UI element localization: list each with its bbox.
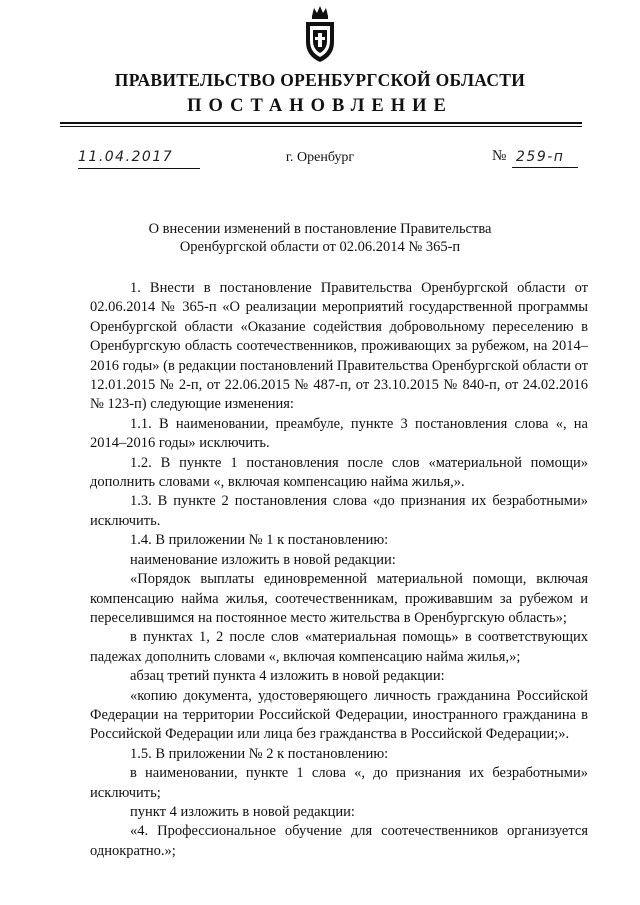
paragraph-1-4-c: в пунктах 1, 2 после слов «материальная помощь» в соответствующих падежах дополнить словами «, включая компенсацию найма жилья,»; <box>90 629 588 665</box>
paragraph-1-4-a: наименование изложить в новой редакции: <box>130 551 396 568</box>
paragraph-1-5-c: «4. Профессиональное обучение для соотечественников организуется однократно.»; <box>90 823 588 859</box>
document-number-value: 259-п <box>516 149 565 165</box>
city-name: г. Оренбург <box>285 150 355 165</box>
subject-line-2: Оренбургской области от 02.06.2014 № 365-п <box>179 239 461 255</box>
document-date-value: 11.04.2017 <box>78 149 174 165</box>
document-subject <box>80 220 560 256</box>
subject-line-1: О внесении изменений в постановление Правительства <box>148 221 492 237</box>
number-label: № <box>492 148 507 164</box>
paragraph-1-1: 1.1. В наименовании, преамбуле, пункте 3 постановления слова «, на 2014–2016 годы» исключить. <box>90 415 588 452</box>
paragraph-1-3: 1.3. В пункте 2 постановления слова «до признания их безработными» исключить. <box>90 493 588 529</box>
header-rule-thick <box>60 122 582 124</box>
paragraph-1-5-a: в наименовании, пункте 1 слова «, до признания их безработными» исключить; <box>90 765 588 801</box>
paragraph-1-4: 1.4. В приложении № 1 к постановлению: <box>130 532 389 549</box>
paragraph-1-2: 1.2. В пункте 1 постановления после слов «материальной помощи» дополнить словами «, включая компенсацию найма жилья,». <box>90 454 588 491</box>
paragraph-1-4-d: абзац третий пункта 4 изложить в новой редакции: <box>130 668 445 685</box>
paragraph-1-4-e: «копию документа, удостоверяющего личность гражданина Российской Федерации на территории Российской Федерации, иностранного гражданина в Российской Федерации или лица без гражданства в Российской Федерации;». <box>90 687 588 743</box>
document-body <box>90 279 588 861</box>
header-rule-thin <box>60 126 582 127</box>
government-title: ПРАВИТЕЛЬСТВО ОРЕНБУРГСКОЙ ОБЛАСТИ <box>114 70 526 90</box>
paragraph-1: 1. Внести в постановление Правительства Оренбургской области от 02.06.2014 № 365-п «О реализации мероприятий государственной программы Оренбургской области «Оказание содействия добровольному переселению в Оренбургскую область соотечественников, проживающих за рубежом, на 2014–2016 годы» (в редакции постановлений Правительства Оренбургской области от 12.01.2015 № 2-п, от 22.06.2015 № 487-п, от 23.10.2015 № 840-п, от 24.02.2016 № 123-п) следующие изменения: <box>90 280 588 413</box>
document-number <box>512 148 578 168</box>
paragraph-1-4-b: «Порядок выплаты единовременной материальной помощи, включая компенсацию найма жилья, соотечественникам, проживавшим за рубежом и переселившимся на постоянное место жительства в Оренбургскую область»; <box>90 571 588 626</box>
paragraph-1-5: 1.5. В приложении № 2 к постановлению: <box>130 745 389 762</box>
coat-of-arms-icon <box>300 6 340 64</box>
paragraph-1-5-b: пункт 4 изложить в новой редакции: <box>130 803 355 820</box>
document-type: ПОСТАНОВЛЕНИЕ <box>187 96 453 116</box>
